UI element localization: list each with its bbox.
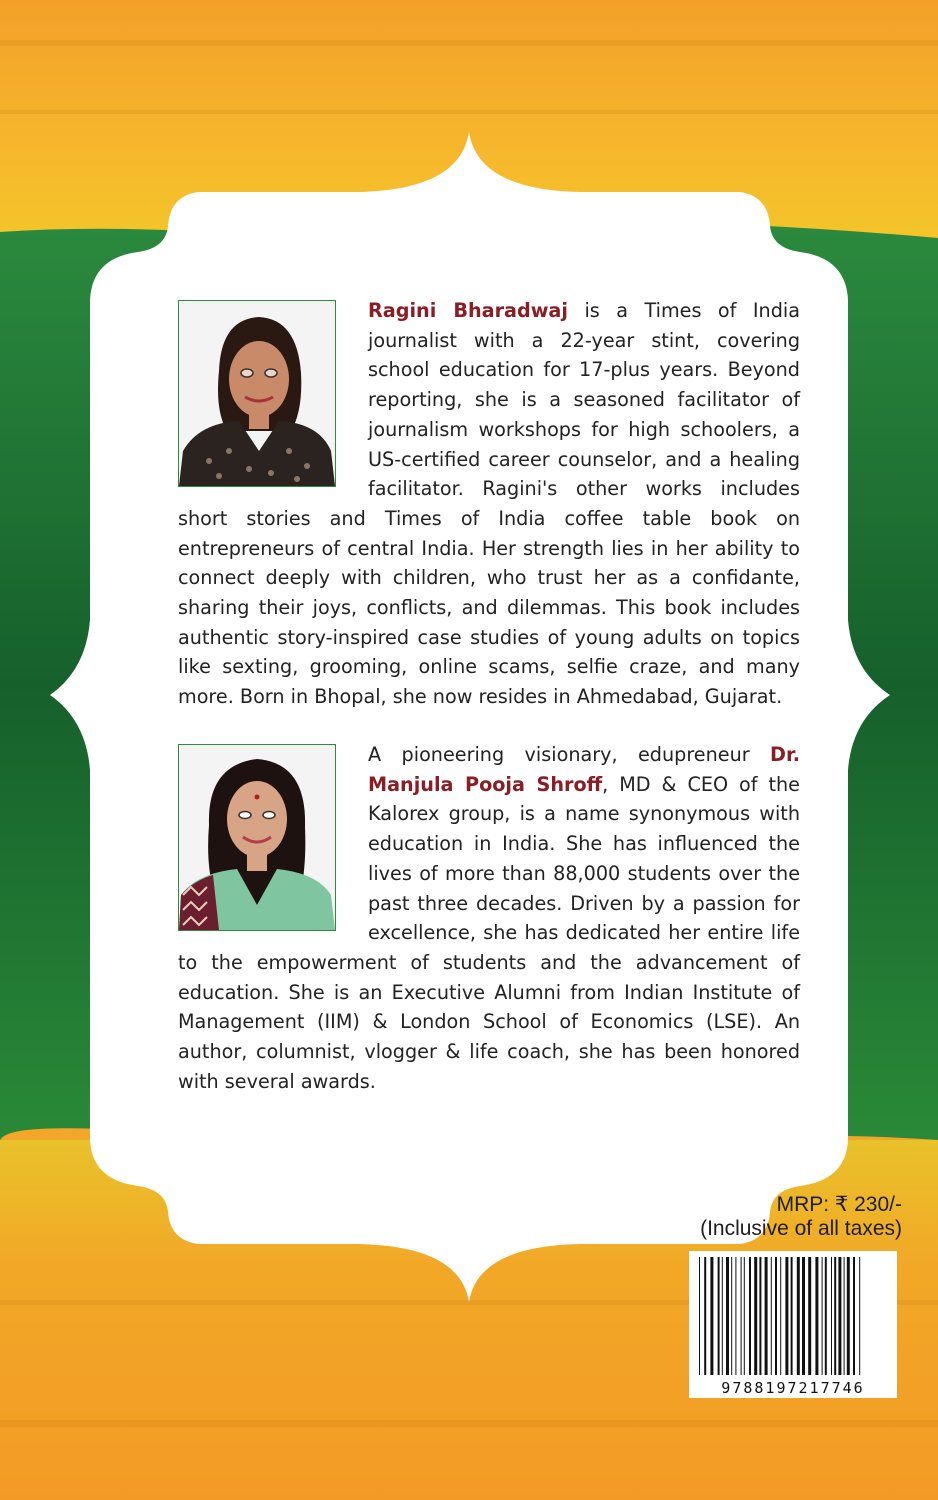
barcode-bar — [808, 1257, 811, 1375]
barcode-bar — [844, 1257, 845, 1375]
barcode-bar — [710, 1257, 713, 1375]
barcode-bar — [797, 1257, 800, 1375]
barcode-bar — [699, 1257, 700, 1375]
author-name-ragini: Ragini Bharadwaj — [368, 299, 568, 322]
barcode-bar — [775, 1257, 777, 1375]
barcode-bar — [822, 1257, 823, 1375]
barcode-bar — [825, 1257, 827, 1375]
barcode-bar — [765, 1257, 768, 1375]
author-bio-manjula — [178, 740, 800, 1096]
barcode-bar — [780, 1257, 781, 1375]
barcode-bar — [815, 1257, 818, 1375]
barcode-bar — [731, 1257, 732, 1375]
author-photo-manjula — [178, 744, 336, 931]
author-portrait-image — [179, 745, 335, 930]
barcode-bar — [771, 1257, 772, 1375]
tax-note: (Inclusive of all taxes) — [700, 1217, 902, 1240]
barcode-bar — [791, 1257, 793, 1375]
barcode-bar — [859, 1257, 860, 1375]
author-bio-text-manjula: , MD & CEO of the Kalorex group, is a name synonymous with education in India. She has influenced the lives of more than 88,000 students over the past three decades. Driven by a passion for excellence, she has dedicated her entire life to the empowerment of students and the advancement of education. She is an Executive Alumni from Indian Institute of Management (IIM) & London School of Economics (LSE). An author, columnist, vlogger & life coach, she has been honored with several awards. — [178, 772, 800, 1093]
barcode-bar — [847, 1257, 850, 1375]
author-photo-ragini — [178, 300, 336, 487]
barcode-bar — [718, 1257, 720, 1375]
barcode-bar — [726, 1257, 729, 1375]
price-block — [700, 1193, 902, 1241]
barcode-digits: 9788197217746 — [721, 1379, 865, 1397]
author-portrait-image — [179, 301, 335, 486]
author-bio-ragini — [178, 296, 800, 712]
barcode-bar — [834, 1257, 836, 1375]
author-bio-intro-manjula: A pioneering visionary, edupreneur — [368, 743, 771, 766]
barcode-bar — [741, 1257, 742, 1375]
barcode-bar — [802, 1257, 805, 1375]
barcode-bar — [749, 1257, 751, 1375]
barcode-bar — [722, 1257, 723, 1375]
isbn-barcode — [689, 1251, 897, 1398]
barcode-bar — [853, 1257, 855, 1375]
author-name-manjula: Dr. Manjula Pooja Shroff — [368, 743, 800, 796]
barcode-bar — [831, 1257, 832, 1375]
author-bio-text-ragini: is a Times of India journalist with a 22-year stint, covering school education for 17-plus years. Beyond reporting, she is a seasoned facilitator of journalism workshops for high schoolers, a US-certified career counselor, and a healing facilitator. Ragini's other works includes short stories and Times of India coffee table book on entrepreneurs of central India. Her strength lies in her ability to connect deeply with children, who trust her as a confidante, sharing their joys, conflicts, and dilemmas. This book includes authentic story-inspired case studies of young adults on topics like sexting, grooming, online scams, selfie craze, and many more. Born in Bhopal, she now resides in Ahmedabad, Gujarat. — [178, 299, 800, 709]
barcode-bar — [838, 1257, 841, 1375]
mrp-label: MRP: ₹ 230/- — [776, 1193, 902, 1216]
barcode-bar — [735, 1257, 736, 1375]
barcode-bars — [689, 1251, 897, 1379]
barcode-bar — [754, 1257, 757, 1375]
barcode-bar — [704, 1257, 706, 1375]
barcode-bar — [759, 1257, 761, 1375]
barcode-bar — [744, 1257, 745, 1375]
barcode-bar — [785, 1257, 788, 1375]
